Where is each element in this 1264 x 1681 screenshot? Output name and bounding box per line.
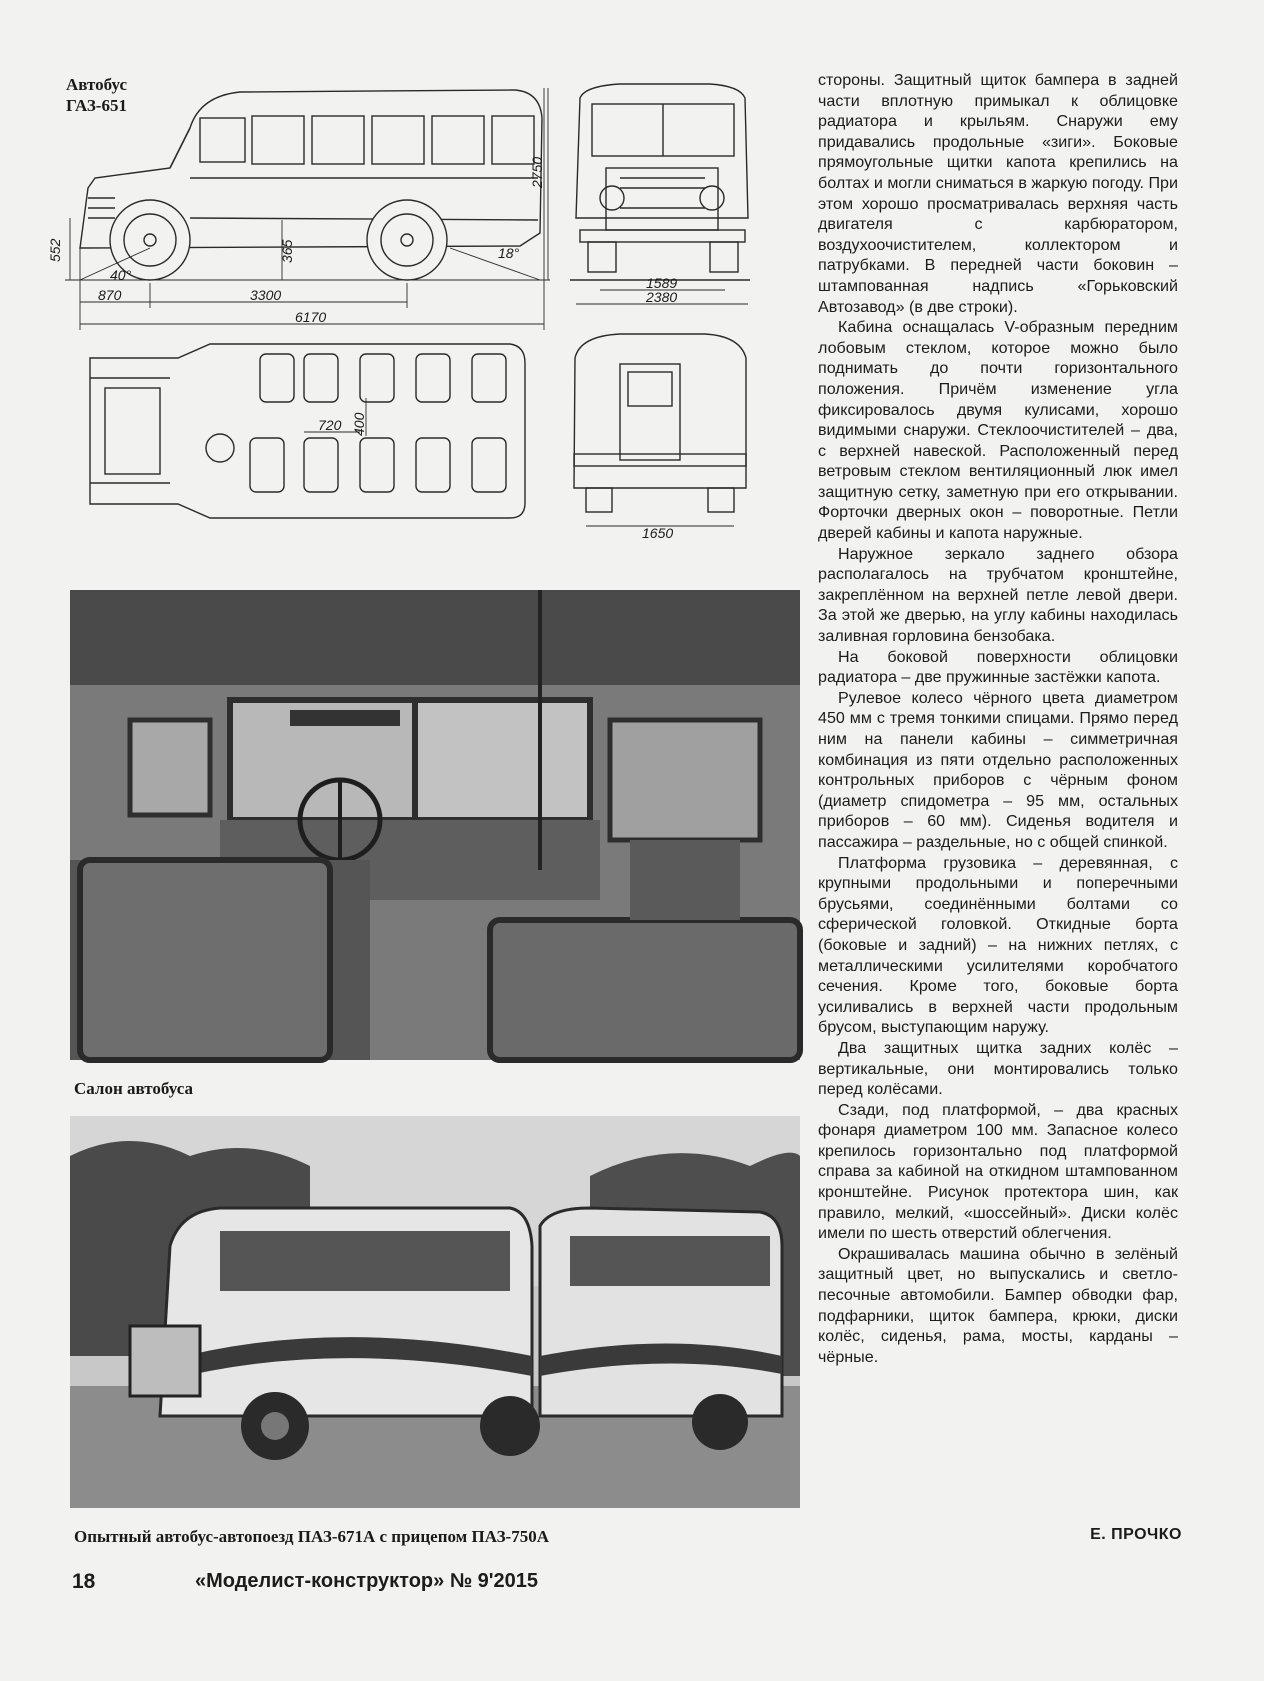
- article-paragraph: Кабина оснащалась V-образным передним лобовым стеклом, которое можно было поднимать до почти горизонтального положения. Причём изменение угла фиксировалось двумя кулисами, хорошо видимыми снаружи. Стеклоочистителей – два, с верхней навеской. Расположенный перед ветровым стеклом вентиляционный люк имел защитную сетку, заметную при его открывании. Форточки дверных окон – поворотные. Петли дверей кабины и капота наружные.: [818, 318, 1178, 543]
- dim-ground-clearance: 365: [279, 239, 295, 263]
- dim-approach-angle: 40°: [110, 267, 132, 283]
- dim-wheelbase: 3300: [250, 287, 282, 303]
- magazine-issue: «Моделист-конструктор» № 9'2015: [195, 1570, 539, 1592]
- page-number: 18: [72, 1570, 96, 1593]
- side-view-drawing: [80, 90, 542, 280]
- technical-drawings: [47, 68, 800, 553]
- article-paragraph: Окрашивалась машина обычно в зелёный защитный цвет, но выпускались и светло-песочные автомобили. Бампер обводки фар, подфарники, щиток бампера, крюки, диски колёс, сиденья, рама, мосты, карданы – чёрные.: [818, 1244, 1178, 1366]
- article-text: [818, 70, 1178, 1367]
- article-paragraph: На боковой поверхности облицовки радиатора – две пружинные застёжки капота.: [818, 647, 1178, 687]
- article-author: Е. ПРОЧКО: [1090, 1526, 1182, 1543]
- interior-photo-caption: Салон автобуса: [74, 1079, 193, 1098]
- dim-bumper-height: 552: [47, 238, 63, 262]
- drawing-title-line2: ГАЗ-651: [66, 96, 127, 115]
- dim-front-overhang: 870: [98, 287, 122, 303]
- rear-view-drawing: [574, 334, 746, 526]
- dim-seat-width: 400: [351, 412, 367, 436]
- dim-departure-angle: 18°: [498, 245, 520, 261]
- article-paragraph: Платформа грузовика – деревянная, с крупными продольными и поперечными брусьями, соединёнными болтами со сферической головкой. Откидные борта (боковые и задний) – на нижних петлях, с металлическими усилителями коробчатого сечения. Кроме того, боковые борта усиливались в верхней части продольным брусом, выступающим наружу.: [818, 853, 1178, 1037]
- dim-front-track: 1589: [646, 275, 678, 291]
- road-train-photo: [70, 1116, 800, 1508]
- dim-rear-track: 1650: [642, 525, 674, 541]
- top-view-drawing: [90, 344, 525, 518]
- dim-height: 2750: [529, 156, 545, 188]
- article-paragraph: Наружное зеркало заднего обзора располагалось на трубчатом кронштейне, закреплённом на верхней петле левой двери. За этой же дверью, на углу кабины находилась заливная горловина бензобака.: [818, 544, 1178, 646]
- dim-overall-width: 2380: [646, 289, 678, 305]
- dim-aisle-width: 720: [318, 417, 342, 433]
- article-paragraph: стороны. Защитный щиток бампера в задней части вплотную примыкал к облицовке радиатора и крыльям. Снаружи ему придавались продольные «зиги». Боковые прямоугольные щитки капота крепились на болтах и могли сниматься в жаркую погоду. При этом хорошо просматривалась верхняя часть двигателя с карбюратором, воздухоочистителем, коллектором и патрубками. В передней части боковин – штампованная надпись «Горьковский Автозавод» (в две строки).: [818, 71, 1178, 316]
- road-train-photo-caption: Опытный автобус-автопоезд ПАЗ-671А с прицепом ПАЗ-750А: [74, 1527, 549, 1546]
- article-paragraph: Сзади, под платформой, – два красных фонаря диаметром 100 мм. Запасное колесо крепилось горизонтально под платформой справа за кабиной на откидном штампованном кронштейне. Рисунок протектора шин, как правило, мелкий, «шоссейный». Диски колёс имели по шесть отверстий облегчения.: [818, 1100, 1178, 1243]
- article-paragraph: Рулевое колесо чёрного цвета диаметром 450 мм с тремя тонкими спицами. Прямо перед ним на панели кабины – симметричная комбинация из пяти отдельно расположенных контрольных приборов с чёрным фоном (диаметр спидометра – 95 мм, остальных приборов – 60 мм). Сиденья водителя и пассажира – раздельные, но с общей спинкой.: [818, 688, 1178, 851]
- interior-photo: [70, 590, 800, 1060]
- front-view-drawing: [570, 84, 750, 304]
- dim-overall-length: 6170: [295, 309, 327, 325]
- article-paragraph: Два защитных щитка задних колёс – вертикальные, они монтировались только перед колёсами.: [818, 1038, 1178, 1099]
- drawing-title-line1: Автобус: [66, 75, 128, 94]
